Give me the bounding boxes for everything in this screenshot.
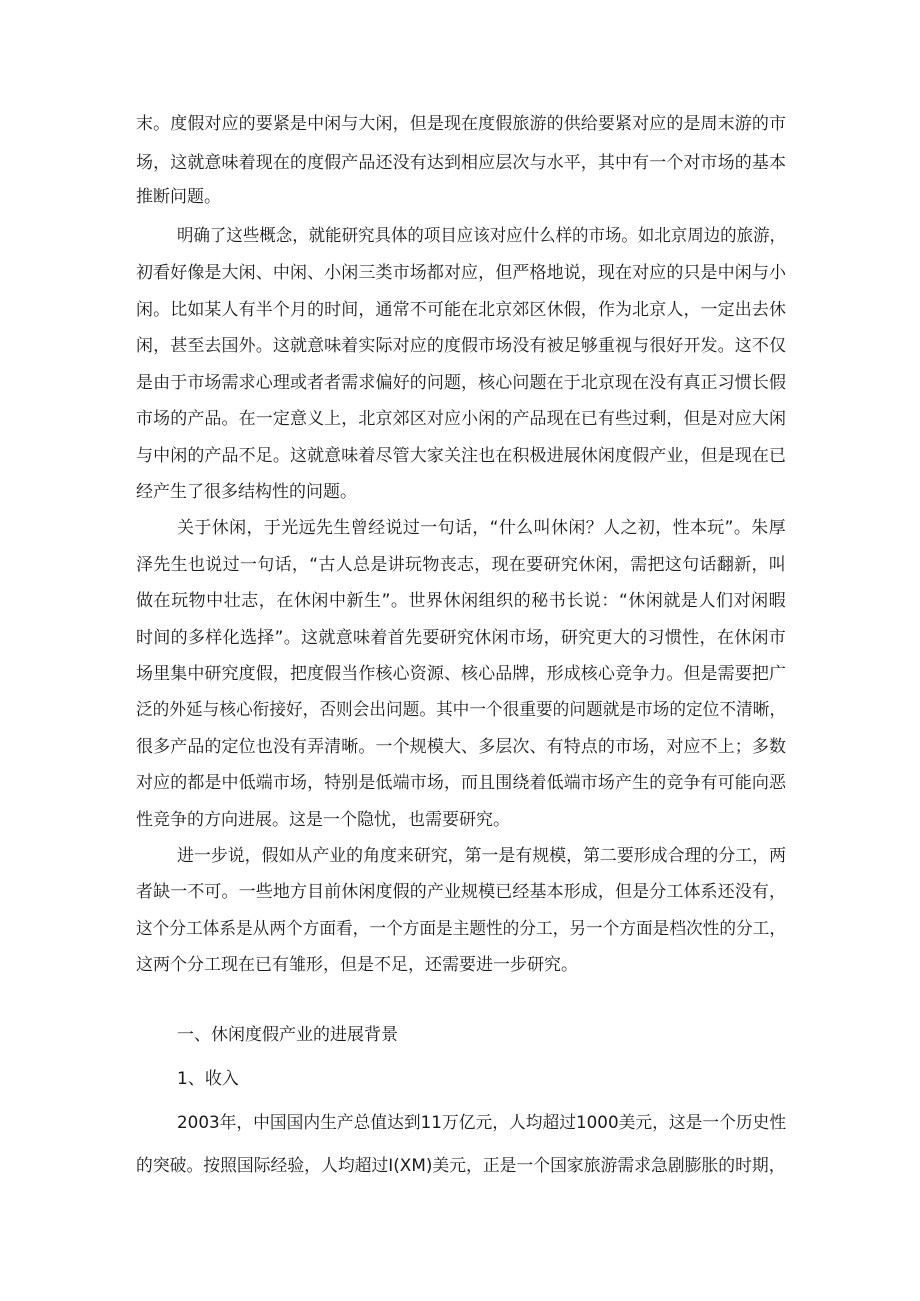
text-line-content: 闲。比如某人有半个月的时间，通常不可能在北京郊区休假，作为北京人，一定出去休 xyxy=(136,300,787,320)
section-heading xyxy=(0,1019,920,1051)
text-line-content: 时间的多样化选择”。这就意味着首先要研究休闲市场，研究更大的习惯性，在休闲市 xyxy=(136,628,787,648)
text-line xyxy=(0,330,920,362)
text-line xyxy=(0,913,920,945)
text-line-content: 者缺一不可。一些地方目前休闲度假的产业规模已经基本形成，但是分工体系还没有， xyxy=(136,882,787,902)
text-line xyxy=(0,731,920,763)
text-line-content: 这两个分工现在已有雏形，但是不足，还需要进一步研究。 xyxy=(136,955,578,975)
text-line-content: 对应的都是中低端市场，特别是低端市场，而且围绕着低端市场产生的竞争有可能向恶 xyxy=(136,773,787,793)
text-line-content: 关于休闲，于光远先生曾经说过一句话，“什么叫休闲？人之初，性本玩”。朱厚 xyxy=(177,518,786,538)
text-line xyxy=(0,1150,920,1182)
text-line xyxy=(0,181,920,213)
text-line-content: 市场的产品。在一定意义上，北京郊区对应小闲的产品现在已有些过剩，但是对应大闲 xyxy=(136,409,787,429)
text-line xyxy=(0,512,920,544)
text-line-content: 很多产品的定位也没有弄清晰。一个规模大、多层次、有特点的市场，对应不上；多数 xyxy=(136,737,787,757)
text-line xyxy=(0,658,920,690)
text-line-content: 明确了这些概念，就能研究具体的项目应该对应什么样的市场。如北京周边的旅游， xyxy=(177,226,786,246)
text-line-content: 末。度假对应的要紧是中闲与大闲，但是现在度假旅游的供给要紧对应的是周末游的市 xyxy=(136,114,787,134)
subsection-heading-text: 1、收入 xyxy=(177,1069,239,1089)
text-line xyxy=(0,876,920,908)
text-line-content: 是由于市场需求心理或者者需求偏好的问题，核心问题在于北京现在没有真正习惯长假 xyxy=(136,373,787,393)
text-line xyxy=(0,476,920,508)
text-line xyxy=(0,840,920,872)
text-line xyxy=(0,767,920,799)
text-line xyxy=(0,257,920,289)
text-line xyxy=(0,220,920,252)
text-line-content: 进一步说，假如从产业的角度来研究，第一是有规模，第二要形成合理的分工，两 xyxy=(177,846,787,866)
text-line xyxy=(0,585,920,617)
text-line-content: 这个分工体系是从两个方面看，一个方面是主题性的分工，另一个方面是档次性的分工， xyxy=(136,919,787,939)
text-line-content: 推断问题。 xyxy=(136,187,221,207)
text-line-content: 场里集中研究度假，把度假当作核心资源、核心品牌，形成核心竞争力。但是需要把广 xyxy=(136,664,787,684)
text-line-content: 闲，甚至去国外。这就意味着实际对应的度假市场没有被足够重视与很好开发。这不仅 xyxy=(136,336,787,356)
text-line xyxy=(0,949,920,981)
text-line-content: 经产生了很多结构性的问题。 xyxy=(136,482,357,502)
text-line-content: 场，这就意味着现在的度假产品还没有达到相应层次与水平，其中有一个对市场的基本 xyxy=(136,153,787,173)
text-line xyxy=(0,1107,920,1139)
section-heading-text: 一、休闲度假产业的进展背景 xyxy=(177,1025,398,1045)
text-line xyxy=(0,622,920,654)
text-line xyxy=(0,367,920,399)
text-line-content: 初看好像是大闲、中闲、小闲三类市场都对应，但严格地说，现在对应的只是中闲与小 xyxy=(136,263,787,283)
text-line xyxy=(0,147,920,179)
text-line xyxy=(0,294,920,326)
subsection-heading xyxy=(0,1063,920,1095)
text-line xyxy=(0,694,920,726)
text-line-content: 2003年，中国国内生产总值达到11万亿元，人均超过1000美元，这是一个历史性 xyxy=(177,1113,787,1133)
text-line-content: 泛的外延与核心衔接好，否则会出问题。其中一个很重要的问题就是市场的定位不清晰， xyxy=(136,700,787,720)
text-line-content: 泽先生也说过一句话，“古人总是讲玩物丧志，现在要研究休闲，需把这句话翻新，叫 xyxy=(136,555,787,575)
text-line xyxy=(0,403,920,435)
text-line-content: 的突破。按照国际经验，人均超过I(XM)美元，正是一个国家旅游需求急剧膨胀的时期， xyxy=(136,1156,786,1176)
text-line-content: 做在玩物中壮志，在休闲中新生”。世界休闲组织的秘书长说：“休闲就是人们对闲暇 xyxy=(136,591,787,611)
text-line-content: 性竞争的方向进展。这是一个隐忧，也需要研究。 xyxy=(136,810,510,830)
text-line-content: 与中闲的产品不足。这就意味着尽管大家关注也在积极进展休闲度假产业，但是现在已 xyxy=(136,446,787,466)
text-line xyxy=(0,804,920,836)
text-line xyxy=(0,108,920,140)
text-line xyxy=(0,440,920,472)
text-line xyxy=(0,549,920,581)
